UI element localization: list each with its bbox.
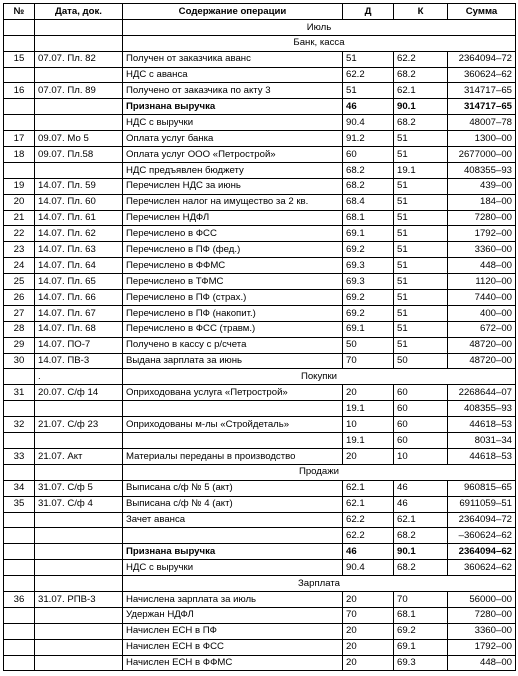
cell-debit: 69.1 xyxy=(343,321,394,337)
cell-number: 15 xyxy=(4,51,35,67)
cell-description: НДС предъявлен бюджету xyxy=(123,162,343,178)
table-row xyxy=(4,99,516,115)
cell-amount: 6911059–51 xyxy=(448,496,516,512)
cell-debit: 20 xyxy=(343,591,394,607)
section-title: Продажи xyxy=(123,464,516,480)
cell-debit: 70 xyxy=(343,353,394,369)
cell-credit: 46 xyxy=(394,496,448,512)
cell-credit: 51 xyxy=(394,147,448,163)
cell-credit: 68.2 xyxy=(394,528,448,544)
cell-debit: 10 xyxy=(343,417,394,433)
table-row xyxy=(4,131,516,147)
cell-debit: 68.4 xyxy=(343,194,394,210)
cell-amount: 7440–00 xyxy=(448,290,516,306)
cell-debit: 69.1 xyxy=(343,226,394,242)
cell-amount: 448–00 xyxy=(448,655,516,671)
cell-date: 14.07. Пл. 65 xyxy=(35,274,123,290)
section-row xyxy=(4,576,516,592)
cell-date xyxy=(35,560,123,576)
cell-debit: 46 xyxy=(343,544,394,560)
cell-date: 14.07. ПВ-3 xyxy=(35,353,123,369)
cell-number xyxy=(4,623,35,639)
cell-description: Признана выручка xyxy=(123,544,343,560)
table-row xyxy=(4,147,516,163)
cell-date: 14.07. Пл. 64 xyxy=(35,258,123,274)
cell-amount: 8031–34 xyxy=(448,433,516,449)
cell-number: 36 xyxy=(4,591,35,607)
cell-amount: 44618–53 xyxy=(448,448,516,464)
section-title: Зарплата xyxy=(123,576,516,592)
cell-number xyxy=(4,433,35,449)
cell-description: Перечислено в ПФ (накопит.) xyxy=(123,305,343,321)
cell-description: Перечислено в ТФМС xyxy=(123,274,343,290)
table-row xyxy=(4,305,516,321)
section-row xyxy=(4,464,516,480)
cell-amount: 314717–65 xyxy=(448,83,516,99)
cell-number: 26 xyxy=(4,290,35,306)
cell-amount: 960815–65 xyxy=(448,480,516,496)
cell-credit: 51 xyxy=(394,242,448,258)
cell-description: Перечислен налог на имущество за 2 кв. xyxy=(123,194,343,210)
cell-credit: 51 xyxy=(394,290,448,306)
cell-date xyxy=(35,19,123,35)
cell-credit: 51 xyxy=(394,226,448,242)
cell-number xyxy=(4,369,35,385)
cell-credit: 51 xyxy=(394,210,448,226)
cell-number xyxy=(4,639,35,655)
cell-number: 28 xyxy=(4,321,35,337)
cell-number: 19 xyxy=(4,178,35,194)
cell-credit: 69.2 xyxy=(394,623,448,639)
cell-description: Материалы переданы в производство xyxy=(123,448,343,464)
cell-debit: 69.3 xyxy=(343,274,394,290)
cell-number: 25 xyxy=(4,274,35,290)
cell-amount: –360624–62 xyxy=(448,528,516,544)
cell-credit: 51 xyxy=(394,131,448,147)
cell-date: 20.07. С/ф 14 xyxy=(35,385,123,401)
cell-number: 30 xyxy=(4,353,35,369)
cell-amount: 400–00 xyxy=(448,305,516,321)
cell-amount: 1792–00 xyxy=(448,226,516,242)
table-row xyxy=(4,401,516,417)
cell-debit: 62.1 xyxy=(343,496,394,512)
cell-number xyxy=(4,576,35,592)
cell-debit: 62.2 xyxy=(343,528,394,544)
cell-number xyxy=(4,401,35,417)
cell-date xyxy=(35,623,123,639)
cell-description xyxy=(123,528,343,544)
table-row xyxy=(4,337,516,353)
col-header-number: № xyxy=(4,4,35,20)
cell-number: 18 xyxy=(4,147,35,163)
cell-debit: 46 xyxy=(343,99,394,115)
cell-debit: 62.2 xyxy=(343,67,394,83)
cell-debit: 19.1 xyxy=(343,433,394,449)
cell-date: 07.07. Пл. 89 xyxy=(35,83,123,99)
cell-debit: 50 xyxy=(343,337,394,353)
col-header-description: Содержание операции xyxy=(123,4,343,20)
cell-credit: 51 xyxy=(394,258,448,274)
cell-credit: 62.2 xyxy=(394,51,448,67)
cell-amount: 2677000–00 xyxy=(448,147,516,163)
cell-credit: 60 xyxy=(394,385,448,401)
cell-number: 22 xyxy=(4,226,35,242)
cell-amount: 3360–00 xyxy=(448,623,516,639)
table-row xyxy=(4,433,516,449)
cell-amount: 672–00 xyxy=(448,321,516,337)
section-title: Июль xyxy=(123,19,516,35)
cell-description xyxy=(123,433,343,449)
cell-date: 21.07. С/ф 23 xyxy=(35,417,123,433)
cell-description: Перечислено в ФФМС xyxy=(123,258,343,274)
cell-debit: 69.3 xyxy=(343,258,394,274)
table-row xyxy=(4,544,516,560)
journal-table xyxy=(3,3,516,671)
table-row xyxy=(4,242,516,258)
cell-description: Оприходованы м-лы «Стройдеталь» xyxy=(123,417,343,433)
section-row xyxy=(4,369,516,385)
table-row xyxy=(4,528,516,544)
col-header-amount: Сумма xyxy=(448,4,516,20)
cell-description xyxy=(123,401,343,417)
cell-description: Удержан НДФЛ xyxy=(123,607,343,623)
cell-date: 31.07. РПВ-3 xyxy=(35,591,123,607)
col-header-date: Дата, док. xyxy=(35,4,123,20)
cell-number xyxy=(4,67,35,83)
table-row xyxy=(4,210,516,226)
table-row xyxy=(4,321,516,337)
cell-number xyxy=(4,115,35,131)
table-row xyxy=(4,162,516,178)
section-title: Банк, касса xyxy=(123,35,516,51)
cell-description: Получен от заказчика аванс xyxy=(123,51,343,67)
table-row xyxy=(4,639,516,655)
cell-date xyxy=(35,607,123,623)
cell-debit: 20 xyxy=(343,385,394,401)
cell-number: 17 xyxy=(4,131,35,147)
cell-debit: 20 xyxy=(343,639,394,655)
table-row xyxy=(4,290,516,306)
cell-description: НДС с аванса xyxy=(123,67,343,83)
cell-amount: 360624–62 xyxy=(448,67,516,83)
cell-credit: 46 xyxy=(394,480,448,496)
cell-credit: 19.1 xyxy=(394,162,448,178)
cell-amount: 48720–00 xyxy=(448,353,516,369)
cell-credit: 51 xyxy=(394,305,448,321)
cell-number xyxy=(4,544,35,560)
cell-amount: 7280–00 xyxy=(448,210,516,226)
cell-credit: 51 xyxy=(394,337,448,353)
table-row xyxy=(4,607,516,623)
cell-date: 07.07. Пл. 82 xyxy=(35,51,123,67)
cell-description: Перечислено в ФСС (травм.) xyxy=(123,321,343,337)
table-row xyxy=(4,178,516,194)
cell-credit: 69.1 xyxy=(394,639,448,655)
cell-credit: 10 xyxy=(394,448,448,464)
cell-date xyxy=(35,162,123,178)
cell-debit: 62.2 xyxy=(343,512,394,528)
table-row xyxy=(4,623,516,639)
cell-debit: 51 xyxy=(343,51,394,67)
cell-date xyxy=(35,115,123,131)
cell-number: 32 xyxy=(4,417,35,433)
cell-credit: 51 xyxy=(394,274,448,290)
cell-date: 21.07. Акт xyxy=(35,448,123,464)
table-row xyxy=(4,496,516,512)
cell-date: 14.07. ПО-7 xyxy=(35,337,123,353)
header-row xyxy=(4,4,516,20)
cell-description: Начислен ЕСН в ФФМС xyxy=(123,655,343,671)
table-row xyxy=(4,51,516,67)
cell-description: Выдана зарплата за июнь xyxy=(123,353,343,369)
table-row xyxy=(4,353,516,369)
cell-date: 14.07. Пл. 68 xyxy=(35,321,123,337)
table-row xyxy=(4,591,516,607)
col-header-credit: К xyxy=(394,4,448,20)
cell-credit: 69.3 xyxy=(394,655,448,671)
cell-date: 09.07. Пл.58 xyxy=(35,147,123,163)
table-row xyxy=(4,560,516,576)
cell-description: Выписана с/ф № 5 (акт) xyxy=(123,480,343,496)
cell-date: 09.07. Мо 5 xyxy=(35,131,123,147)
cell-description: Перечислено в ПФ (страх.) xyxy=(123,290,343,306)
cell-number: 31 xyxy=(4,385,35,401)
cell-credit: 51 xyxy=(394,321,448,337)
cell-date: 31.07. С/ф 5 xyxy=(35,480,123,496)
cell-date xyxy=(35,576,123,592)
cell-date: 14.07. Пл. 59 xyxy=(35,178,123,194)
cell-credit: 60 xyxy=(394,417,448,433)
cell-number: 23 xyxy=(4,242,35,258)
cell-description: Перечислено в ПФ (фед.) xyxy=(123,242,343,258)
cell-debit: 60 xyxy=(343,147,394,163)
table-row xyxy=(4,83,516,99)
table-row xyxy=(4,258,516,274)
cell-date: 14.07. Пл. 61 xyxy=(35,210,123,226)
cell-number: 27 xyxy=(4,305,35,321)
cell-date xyxy=(35,35,123,51)
cell-debit: 90.4 xyxy=(343,115,394,131)
cell-credit: 70 xyxy=(394,591,448,607)
cell-description: Получено от заказчика по акту 3 xyxy=(123,83,343,99)
cell-number xyxy=(4,607,35,623)
cell-date xyxy=(35,67,123,83)
cell-debit: 70 xyxy=(343,607,394,623)
cell-date: 14.07. Пл. 62 xyxy=(35,226,123,242)
cell-description: Получено в кассу с р/счета xyxy=(123,337,343,353)
cell-amount: 2364094–62 xyxy=(448,544,516,560)
cell-number: 21 xyxy=(4,210,35,226)
cell-credit: 51 xyxy=(394,178,448,194)
cell-debit: 90.4 xyxy=(343,560,394,576)
cell-number: 24 xyxy=(4,258,35,274)
cell-date: 14.07. Пл. 63 xyxy=(35,242,123,258)
cell-credit: 68.2 xyxy=(394,560,448,576)
cell-number xyxy=(4,655,35,671)
cell-amount: 184–00 xyxy=(448,194,516,210)
cell-date xyxy=(35,639,123,655)
cell-debit: 91.2 xyxy=(343,131,394,147)
cell-amount: 1300–00 xyxy=(448,131,516,147)
cell-description: Зачет аванса xyxy=(123,512,343,528)
table-row xyxy=(4,512,516,528)
cell-description: Начислен ЕСН в ФСС xyxy=(123,639,343,655)
cell-debit: 69.2 xyxy=(343,305,394,321)
cell-description: Начислен ЕСН в ПФ xyxy=(123,623,343,639)
cell-date xyxy=(35,512,123,528)
cell-credit: 68.2 xyxy=(394,115,448,131)
cell-number xyxy=(4,35,35,51)
section-row xyxy=(4,35,516,51)
cell-number xyxy=(4,528,35,544)
cell-number xyxy=(4,19,35,35)
cell-date: 14.07. Пл. 66 xyxy=(35,290,123,306)
cell-number xyxy=(4,560,35,576)
cell-date xyxy=(35,401,123,417)
cell-credit: 68.1 xyxy=(394,607,448,623)
cell-debit: 51 xyxy=(343,83,394,99)
col-header-debit: Д xyxy=(343,4,394,20)
cell-date xyxy=(35,99,123,115)
cell-debit: 69.2 xyxy=(343,242,394,258)
cell-debit: 68.1 xyxy=(343,210,394,226)
cell-date xyxy=(35,544,123,560)
cell-amount: 2364094–72 xyxy=(448,512,516,528)
cell-debit: 20 xyxy=(343,655,394,671)
cell-amount: 48007–78 xyxy=(448,115,516,131)
table-row xyxy=(4,67,516,83)
cell-credit: 90.1 xyxy=(394,99,448,115)
cell-debit: 20 xyxy=(343,623,394,639)
cell-debit: 62.1 xyxy=(343,480,394,496)
cell-description: Признана выручка xyxy=(123,99,343,115)
cell-amount: 48720–00 xyxy=(448,337,516,353)
cell-number: 29 xyxy=(4,337,35,353)
cell-number: 20 xyxy=(4,194,35,210)
cell-amount: 2268644–07 xyxy=(448,385,516,401)
cell-number xyxy=(4,464,35,480)
cell-credit: 60 xyxy=(394,433,448,449)
cell-amount: 1792–00 xyxy=(448,639,516,655)
cell-amount: 360624–62 xyxy=(448,560,516,576)
cell-number: 34 xyxy=(4,480,35,496)
cell-amount: 408355–93 xyxy=(448,162,516,178)
cell-amount: 56000–00 xyxy=(448,591,516,607)
cell-amount: 408355–93 xyxy=(448,401,516,417)
cell-description: Перечислено в ФСС xyxy=(123,226,343,242)
table-row xyxy=(4,480,516,496)
cell-description: Перечислен НДС за июнь xyxy=(123,178,343,194)
cell-credit: 62.1 xyxy=(394,512,448,528)
cell-credit: 60 xyxy=(394,401,448,417)
cell-debit: 20 xyxy=(343,448,394,464)
cell-number xyxy=(4,162,35,178)
cell-amount: 1120–00 xyxy=(448,274,516,290)
section-title: Покупки xyxy=(123,369,516,385)
cell-description: Выписана с/ф № 4 (акт) xyxy=(123,496,343,512)
cell-date: 31.07. С/ф 4 xyxy=(35,496,123,512)
cell-description: НДС с выручки xyxy=(123,115,343,131)
cell-number xyxy=(4,99,35,115)
table-row xyxy=(4,274,516,290)
cell-description: Оплата услуг ООО «Петрострой» xyxy=(123,147,343,163)
cell-amount: 439–00 xyxy=(448,178,516,194)
cell-debit: 68.2 xyxy=(343,162,394,178)
cell-description: Перечислен НДФЛ xyxy=(123,210,343,226)
cell-amount: 3360–00 xyxy=(448,242,516,258)
table-row xyxy=(4,115,516,131)
cell-date xyxy=(35,655,123,671)
cell-date: . xyxy=(35,369,123,385)
cell-credit: 50 xyxy=(394,353,448,369)
table-body xyxy=(4,19,516,671)
cell-description: Начислена зарплата за июль xyxy=(123,591,343,607)
cell-date xyxy=(35,433,123,449)
table-row xyxy=(4,194,516,210)
table-row xyxy=(4,226,516,242)
section-row xyxy=(4,19,516,35)
cell-amount: 2364094–72 xyxy=(448,51,516,67)
cell-credit: 90.1 xyxy=(394,544,448,560)
cell-description: НДС с выручки xyxy=(123,560,343,576)
cell-amount: 7280–00 xyxy=(448,607,516,623)
cell-credit: 62.1 xyxy=(394,83,448,99)
table-row xyxy=(4,417,516,433)
cell-debit: 19.1 xyxy=(343,401,394,417)
cell-amount: 314717–65 xyxy=(448,99,516,115)
cell-number: 35 xyxy=(4,496,35,512)
table-row xyxy=(4,655,516,671)
cell-number: 16 xyxy=(4,83,35,99)
cell-credit: 68.2 xyxy=(394,67,448,83)
cell-description: Оплата услуг банка xyxy=(123,131,343,147)
cell-number xyxy=(4,512,35,528)
cell-credit: 51 xyxy=(394,194,448,210)
cell-amount: 448–00 xyxy=(448,258,516,274)
cell-date xyxy=(35,464,123,480)
cell-date xyxy=(35,528,123,544)
cell-debit: 69.2 xyxy=(343,290,394,306)
cell-amount: 44618–53 xyxy=(448,417,516,433)
table-row xyxy=(4,448,516,464)
cell-number: 33 xyxy=(4,448,35,464)
table-row xyxy=(4,385,516,401)
cell-debit: 68.2 xyxy=(343,178,394,194)
cell-description: Оприходована услуга «Петрострой» xyxy=(123,385,343,401)
cell-date: 14.07. Пл. 60 xyxy=(35,194,123,210)
cell-date: 14.07. Пл. 67 xyxy=(35,305,123,321)
